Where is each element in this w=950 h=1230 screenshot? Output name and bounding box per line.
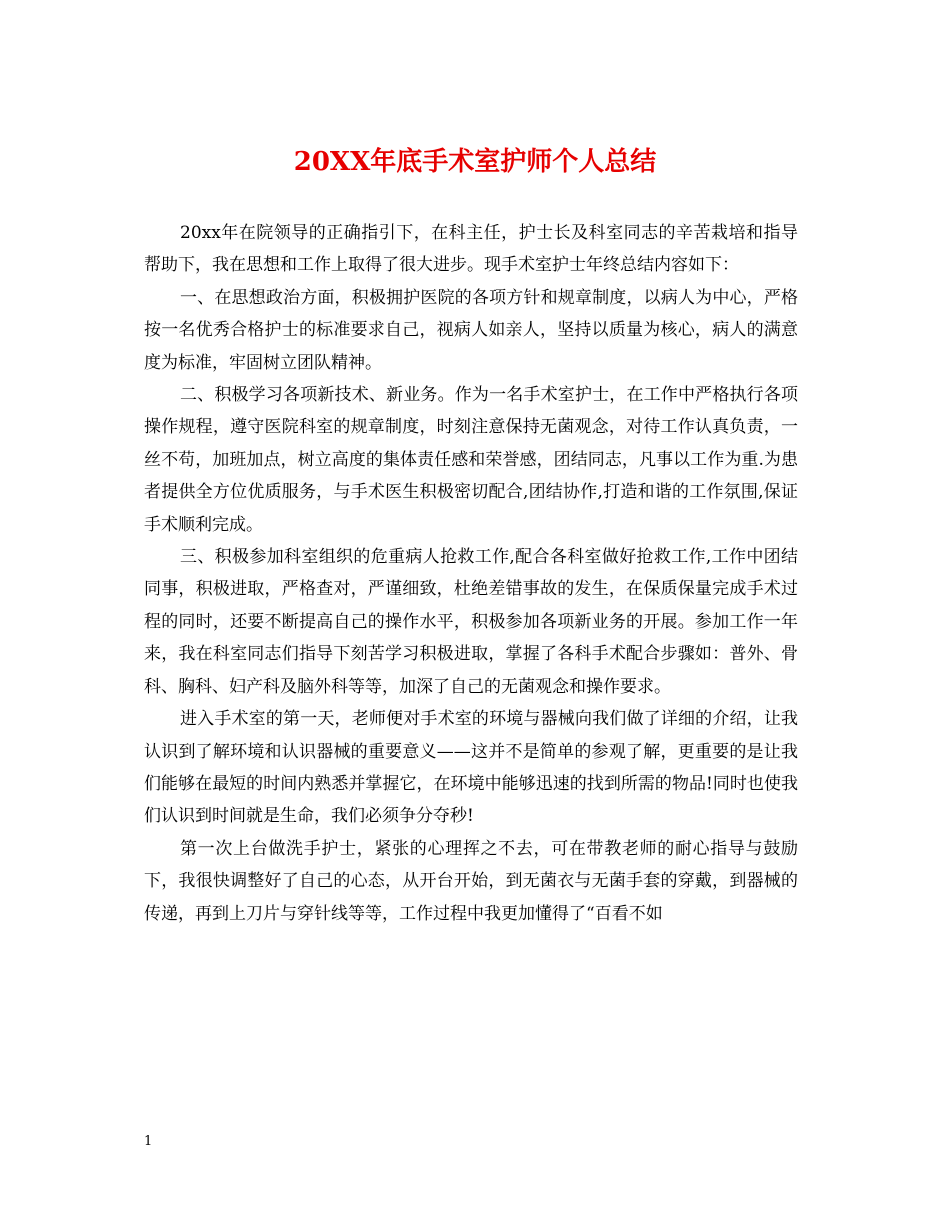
paragraph-intro: 20xx年在院领导的正确指引下，在科主任，护士长及科室同志的辛苦栽培和指导帮助下，我在思想和工作上取得了很大进步。现手术室护士年终总结内容如下：	[144, 223, 798, 276]
paragraph-political: 一、在思想政治方面，积极拥护医院的各项方针和规章制度，以病人为中心，严格按一名优秀合格护士的标准要求自己，视病人如亲人，坚持以质量为核心，病人的满意度为标准，牢固树立团队精神。	[144, 287, 798, 373]
paragraph-first-day: 进入手术室的第一天，老师便对手术室的环境与器械向我们做了详细的介绍，让我认识到了解环境和认识器械的重要意义——这并不是简单的参观了解，更重要的是让我们能够在最短的时间内熟悉并掌握它，在环境中能够迅速的找到所需的物品!同时也使我们认识到时间就是生命，我们必须争分夺秒!	[144, 709, 798, 827]
paragraph-first-scrub-nurse: 第一次上台做洗手护士，紧张的心理挥之不去，可在带教老师的耐心指导与鼓励下，我很快调整好了自己的心态，从开台开始，到无菌衣与无菌手套的穿戴，到器械的传递，再到上刀片与穿针线等等，工作过程中我更加懂得了“百看不如	[144, 838, 798, 924]
paragraph-rescue-work: 三、积极参加科室组织的危重病人抢救工作,配合各科室做好抢救工作,工作中团结同事，积极进取，严格查对，严谨细致，杜绝差错事故的发生，在保质保量完成手术过程的同时，还要不断提高自己的操作水平，积极参加各项新业务的开展。参加工作一年来，我在科室同志们指导下刻苦学习积极进取，掌握了各科手术配合步骤如：普外、骨科、胸科、妇产科及脑外科等等，加深了自己的无菌观念和操作要求。	[144, 547, 798, 697]
document-body	[144, 217, 798, 930]
paragraph-new-skills: 二、积极学习各项新技术、新业务。作为一名手术室护士，在工作中严格执行各项操作规程，遵守医院科室的规章制度，时刻注意保持无菌观念，对待工作认真负责，一丝不苟，加班加点，树立高度的集体责任感和荣誉感，团结同志，凡事以工作为重.为患者提供全方位优质服务，与手术医生积极密切配合,团结协作,打造和谐的工作氛围,保证手术顺利完成。	[144, 385, 798, 535]
page-number: 1	[144, 1134, 153, 1149]
document-title: 20XX年底手术室护师个人总结	[293, 147, 657, 177]
